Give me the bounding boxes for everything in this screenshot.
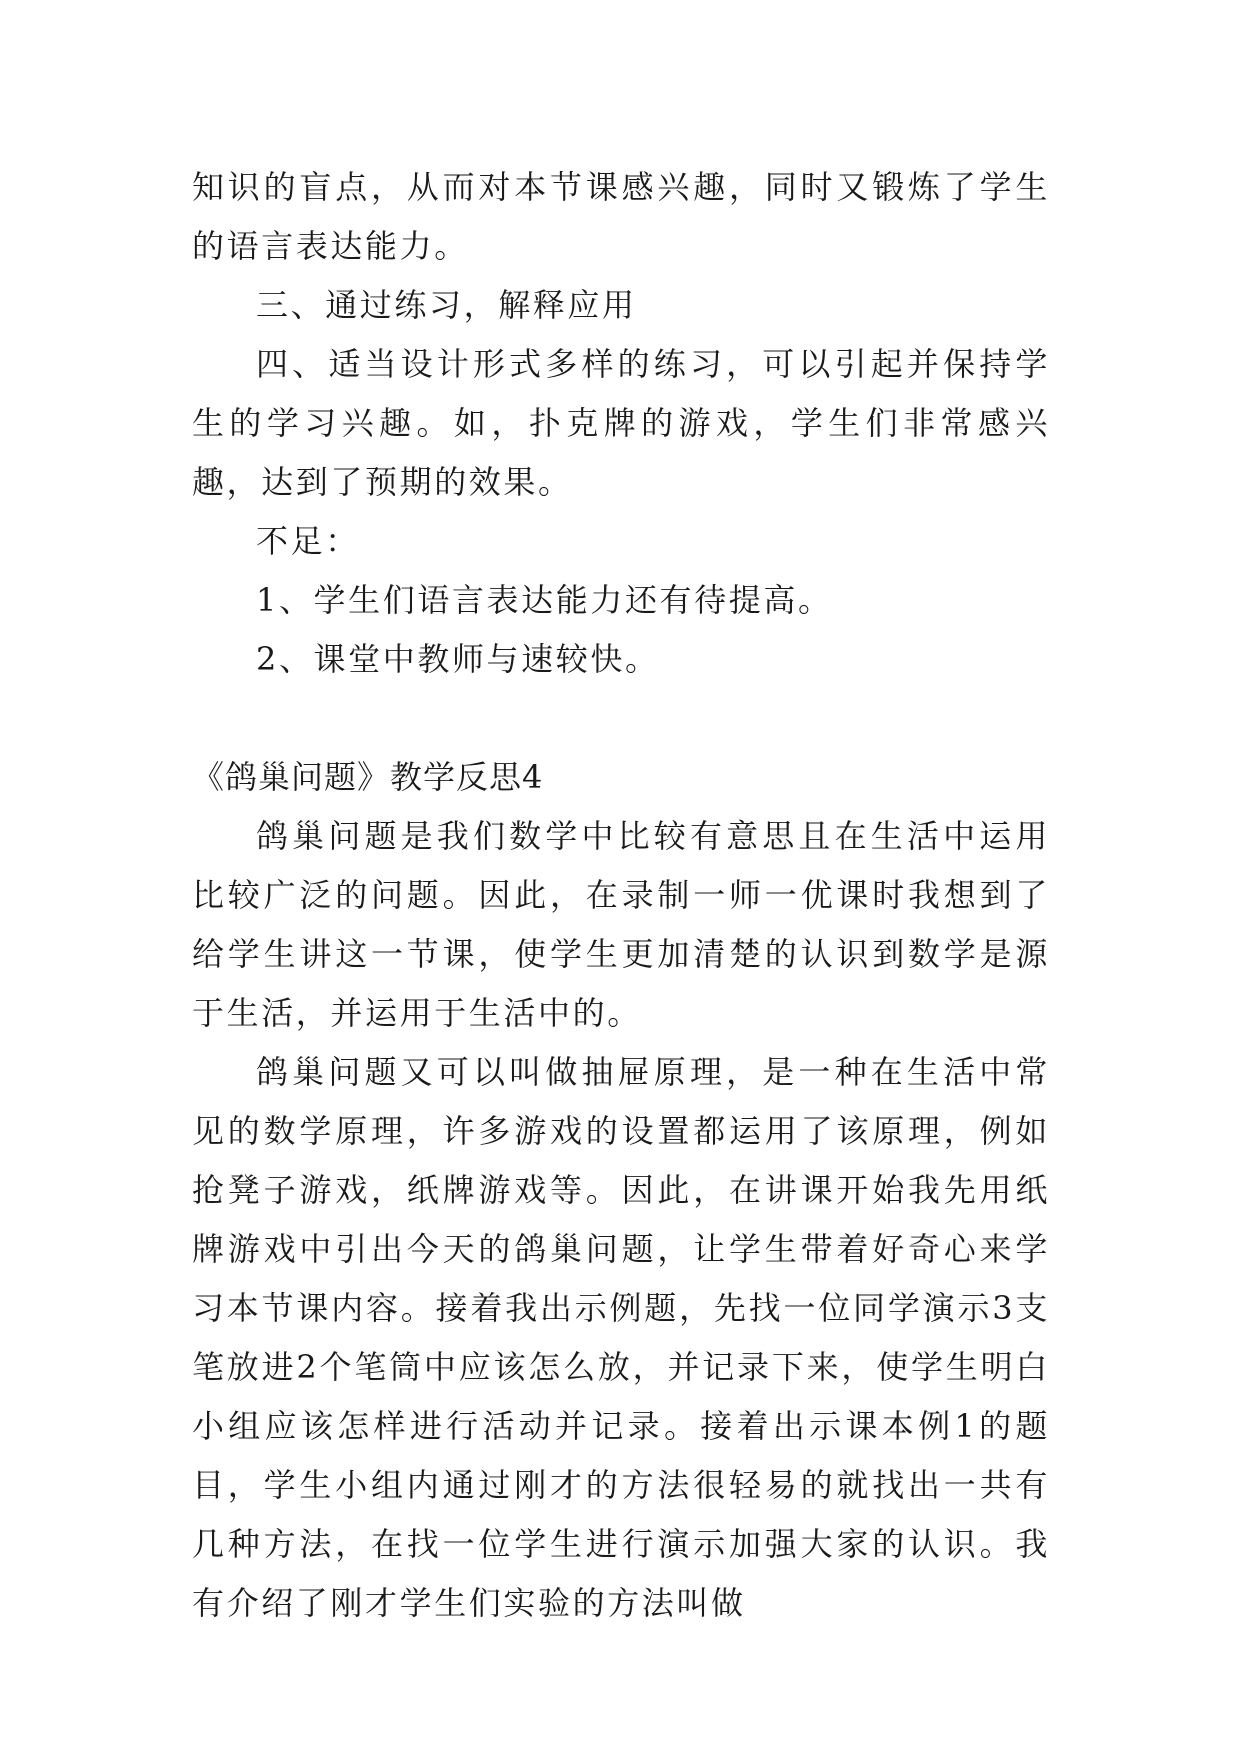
paragraph-shortcoming-1: 1、学生们语言表达能力还有待提高。: [256, 581, 833, 619]
blank-line: [192, 689, 1050, 748]
paragraph-heading-three: 三、通过练习，解释应用: [256, 286, 637, 324]
paragraph-intro: 鸽巢问题是我们数学中比较有意思且在生活中运用比较广泛的问题。因此，在录制一师一优课时我想到了给学生讲这一节课，使学生更加清楚的认识到数学是源于生活，并运用于生活中的。: [192, 817, 1050, 1032]
paragraph-principle: 鸽巢问题又可以叫做抽屉原理，是一种在生活中常见的数学原理，许多游戏的设置都运用了该原理，例如抢凳子游戏，纸牌游戏等。因此，在讲课开始我先用纸牌游戏中引出今天的鸽巢问题，让学生带着好奇心来学习本节课内容。接着我出示例题，先找一位同学演示3支笔放进2个笔筒中应该怎么放，并记录下来，使学生明白小组应该怎样进行活动并记录。接着出示课本例1的题目，学生小组内通过刚才的方法很轻易的就找出一共有几种方法，在找一位学生进行演示加强大家的认识。我有介绍了刚才学生们实验的方法叫做: [192, 1053, 1050, 1622]
paragraph-shortcoming-2: 2、课堂中教师与速较快。: [256, 640, 660, 678]
document-body: [192, 158, 1050, 1633]
section-title: 《鸽巢问题》教学反思4: [192, 758, 544, 796]
paragraph-continuation: 知识的盲点，从而对本节课感兴趣，同时又锻炼了学生的语言表达能力。: [192, 168, 1050, 265]
paragraph-shortcomings-label: 不足：: [256, 522, 360, 560]
paragraph-point-four: 四、适当设计形式多样的练习，可以引起并保持学生的学习兴趣。如，扑克牌的游戏，学生们非常感兴趣，达到了预期的效果。: [192, 345, 1050, 501]
